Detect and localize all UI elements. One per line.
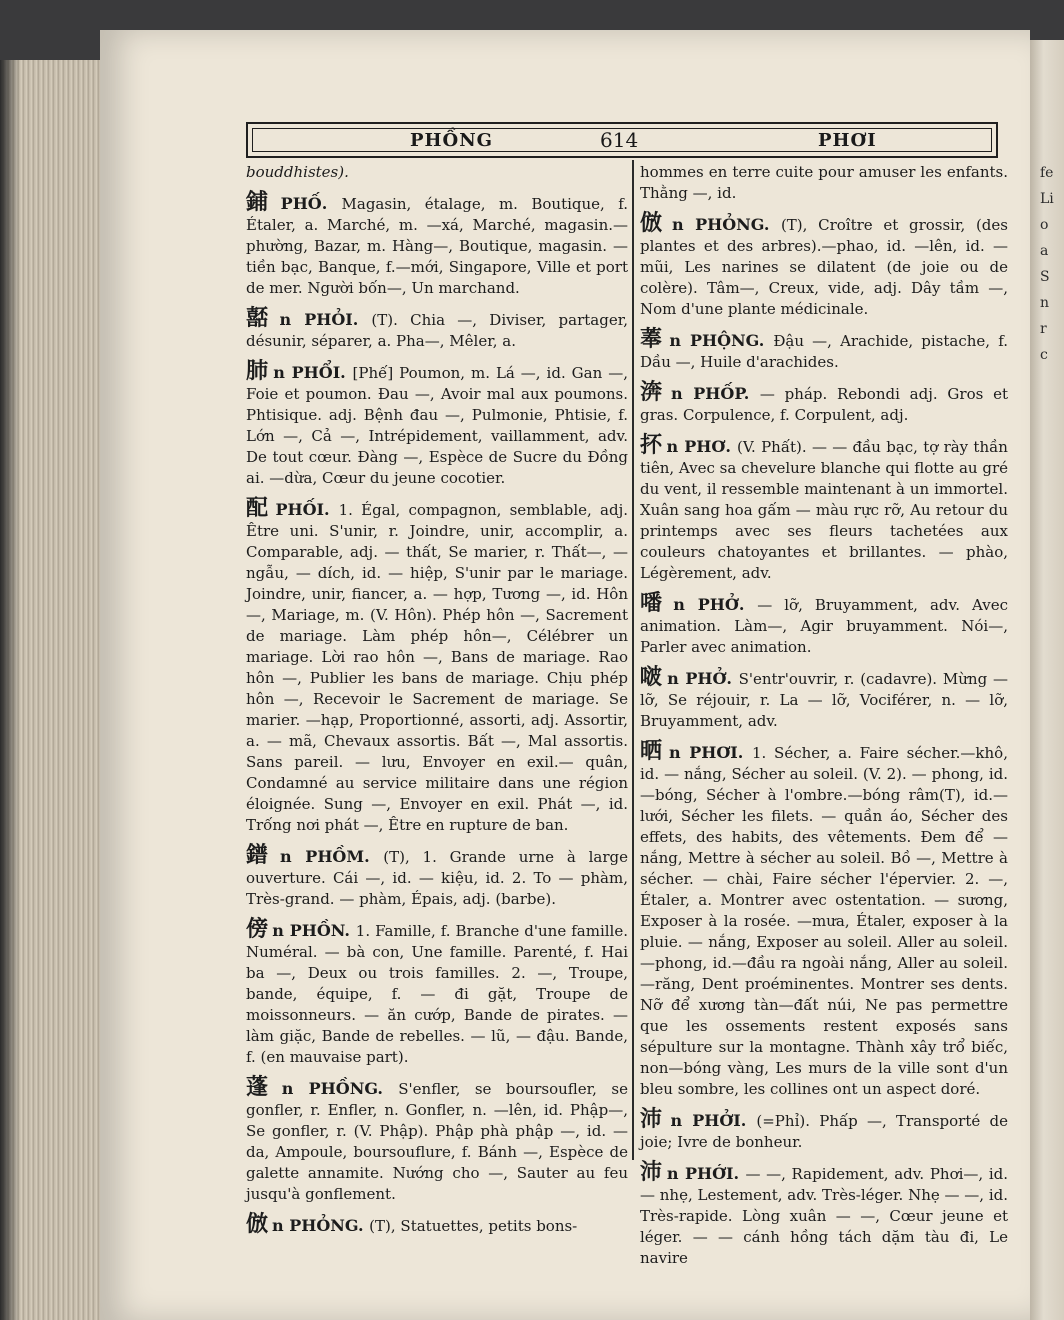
- chinese-character: 配: [246, 495, 272, 521]
- entry-headword: n PHỎI.: [279, 310, 372, 329]
- dictionary-entry: [640, 1106, 1008, 1153]
- dictionary-entry: [246, 358, 628, 489]
- entry-headword: PHỐI.: [275, 500, 339, 519]
- dictionary-entry: [640, 664, 1008, 732]
- dictionary-entry: [640, 590, 1008, 658]
- book-gutter-shadow: [0, 60, 20, 1320]
- chinese-character: 晒: [640, 738, 666, 764]
- entry-definition: Đậu —, Arachide, pistache, f. Dầu —, Huile d'arachides.: [640, 332, 1008, 371]
- fragment-line: c: [1040, 347, 1048, 363]
- entry-definition: (=Phỉ). Phấp —, Transporté de joie; Ivre de bonheur.: [640, 1112, 1008, 1151]
- entry-definition: 1. Famille, f. Branche d'une famille. Numéral. — bà con, Une famille. Parenté, f. Hai ba —, Deux ou trois familles. 2. —, Troupe, bande, équipe, f. — đi gặt, Troupe de moissonneurs. — ăn cướp, Bande de pirates. — làm giặc, Bande de rebelles. — lũ, — đậu. Bande, f. (en mauvaise part).: [246, 922, 628, 1066]
- entry-definition: (T). Chia —, Diviser, partager, désunir, séparer, a. Pha—, Mêler, a.: [246, 311, 628, 350]
- page-header: [246, 122, 998, 158]
- entry-definition: Magasin, étalage, m. Boutique, f. Étaler, a. Marché, m. —xá, Marché, magasin.— phường, Bazar, m. Hàng—, Boutique, magasin. —tiền bạc, Banque, f.—mới, Singapore, Ville et port de mer. Người bốn—, Un marchand.: [246, 195, 628, 297]
- chinese-character: 倣: [246, 1211, 269, 1237]
- fragment-line: n: [1040, 295, 1050, 311]
- chinese-character: 噃: [640, 590, 670, 616]
- header-left-guide-word: PHỒNG: [410, 130, 494, 151]
- right-column: [640, 162, 1008, 1278]
- dictionary-entry: [640, 1159, 1008, 1269]
- fragment-line: S: [1040, 269, 1050, 285]
- dictionary-entry: [246, 1074, 628, 1205]
- chinese-character: 抔: [640, 432, 663, 458]
- chinese-character: 沛: [640, 1159, 663, 1185]
- next-page-fragment: [1040, 160, 1062, 368]
- chinese-character: 傍: [246, 916, 269, 942]
- dictionary-entry: [246, 162, 628, 183]
- entry-definition: 1. Sécher, a. Faire sécher.—khô, id. — nắng, Sécher au soleil. (V. 2). — phong, id. —bóng, Sécher à l'ombre.—bóng râm(T), id.—lưới, Sécher les filets. — quần áo, Sécher des effets, des habits, des vêtements. Đem để — nắng, Mettre à sécher au soleil. Bồ —, Mettre à sécher. — chài, Faire sécher l'épervier. 2. —, Étaler, a. Montrer avec ostentation. — sương, Exposer à la rosée. —mưa, Étaler, exposer à la pluie. — nắng, Exposer au soleil. Aller au soleil.—phong, id.—đầu ra ngoài nắng, Aller au soleil.—răng, Dent proéminentes. Montrer ses dents. Nỡ để xương tàn—đất núi, Ne pas permettre que les ossements restent exposés sans sépulture sur la montagne. Thành xây trổ biếc, non—bóng vàng, Les murs de la ville sont d'un bleu sombre, les collines ont un aspect doré.: [640, 744, 1008, 1098]
- dictionary-entry: [246, 842, 628, 910]
- header-right-guide-word: PHƠI: [818, 130, 877, 151]
- chinese-character: 菶: [640, 326, 666, 352]
- entry-headword: n PHỎNG.: [671, 215, 781, 234]
- entry-headword: n PHỎNG.: [272, 1216, 370, 1235]
- column-divider: [632, 160, 634, 1160]
- dictionary-entry: [246, 916, 628, 1068]
- chinese-character: 蓬: [246, 1074, 278, 1100]
- fragment-line: fe: [1040, 165, 1054, 181]
- entry-headword: n PHƠI.: [669, 743, 752, 762]
- chinese-character: 沛: [640, 1106, 667, 1132]
- dictionary-entry: [640, 432, 1008, 584]
- dictionary-entry: [246, 189, 628, 299]
- page-number: 614: [600, 128, 639, 152]
- entry-definition: (T), Statuettes, petits bons-: [369, 1217, 578, 1235]
- entry-headword: n PHỒM.: [280, 847, 384, 866]
- entry-definition: [Phế] Poumon, m. Lá —, id. Gan —, Foie et poumon. Đau —, Avoir mal aux poumons. Phtisique. adj. Bệnh đau —, Pulmonie, Phtisie, f. Lớn —, Cả —, Intrépidement, vaillamment, adv. De tout cœur. Đàng —, Espèce de Sucre du Đồng ai. —dừa, Cœur du jeune cocotier.: [246, 364, 628, 487]
- dictionary-entry: [246, 495, 628, 836]
- dictionary-entry: [640, 210, 1008, 320]
- chinese-character: 鋪: [246, 189, 277, 215]
- entry-definition: — —, Rapidement, adv. Phơi—, id. — nhẹ, Lestement, adv. Très-léger. Nhẹ — —, id. Très-rapide. Lòng xuân — —, Cœur jeune et léger. — — cánh hồng tách dặm tàu đi, Le navire: [640, 1165, 1008, 1267]
- chinese-character: 鐠: [246, 842, 277, 868]
- entry-definition: (T), Croître et grossir, (des plantes et des arbres).—phao, id. —lên, id. —mũi, Les narines se dilatent (de joie ou de colère). Tâm—, Creux, vide, adj. Dây tầm —, Nom d'une plante médicinale.: [640, 216, 1008, 318]
- dictionary-entry: [246, 1211, 628, 1237]
- entry-headword: n PHỞ.: [673, 595, 758, 614]
- entry-definition: hommes en terre cuite pour amuser les enfants. Thằng —, id.: [640, 163, 1008, 202]
- fragment-line: o: [1040, 217, 1049, 233]
- entry-definition: bouddhistes).: [246, 163, 349, 181]
- dictionary-entry: [246, 305, 628, 352]
- entry-headword: n PHỘNG.: [669, 331, 774, 350]
- chinese-character: 肺: [246, 358, 270, 384]
- entry-headword: n PHƠ.: [666, 437, 737, 456]
- dictionary-entry: [640, 738, 1008, 1100]
- entry-definition: S'entr'ouvrir, r. (cadavre). Mừng — lỡ, Se réjouir, r. La — lỡ, Vociférer, n. — lỡ, Bruyamment, adv.: [640, 670, 1008, 730]
- entry-definition: — lỡ, Bruyamment, adv. Avec animation. Làm—, Agir bruyamment. Nói—, Parler avec animation.: [640, 596, 1008, 656]
- entry-definition: (V. Phất). — — đầu bạc, tợ rày thần tiên, Avec sa chevelure blanche qui flotte au gré du vent, il ressemble maintenant à un immortel. Xuân sang hoa gấm — màu rực rỡ, Au retour du printemps avec ses fleurs tachetées aux couleurs chatoyantes et brillantes. — phào, Légèrement, adv.: [640, 438, 1008, 582]
- entry-definition: 1. Égal, compagnon, semblable, adj. Être uni. S'unir, r. Joindre, unir, accomplir, a. Comparable, adj. — thất, Se marier, r. Thất—, —ngẫu, — dích, id. — hiệp, S'unir par le mariage. Joindre, unir, fiancer, a. — hợp, Tương —, id. Hôn —, Mariage, m. (V. Hôn). Phép hôn —, Sacrement de mariage. Làm phép hôn—, Célébrer un mariage. Lời rao hôn —, Bans de mariage. Rao hôn —, Publier les bans de mariage. Chịu phép hôn —, Recevoir le Sacrement de mariage. Se marier. —hạp, Proportionné, assorti, adj. Assortir, a. — mã, Chevaux assortis. Bất —, Mal assortis. Sans pareil. — lưu, Envoyer en exil.— quân, Condamné au service militaire dans une région éloignée. Sung —, Envoyer en exil. Phát —, id. Trống nơi phát —, Être en rupture de ban.: [246, 501, 628, 834]
- entry-definition: S'enfler, se boursoufler, se gonfler, r. Enfler, n. Gonfler, n. —lên, id. Phập—, Se gonfler, r. (V. Phập). Phập phà phập —, id. — da, Ampoule, boursouflure, f. Bánh —, Espèce de galette annamite. Nướng cho —, Sauter au feu jusqu'à gonflement.: [246, 1080, 628, 1203]
- entry-headword: n PHỒNG.: [281, 1079, 399, 1098]
- chinese-character: 嚭: [246, 305, 276, 331]
- entry-headword: n PHỚI.: [666, 1164, 746, 1183]
- fragment-line: Li: [1040, 191, 1054, 207]
- chinese-character: 渀: [640, 379, 668, 405]
- chinese-character: 倣: [640, 210, 668, 236]
- entry-headword: n PHỐP.: [671, 384, 760, 403]
- dictionary-entry: [640, 162, 1008, 204]
- entry-definition: (T), 1. Grande urne à large ouverture. Cái —, id. — kiệu, id. 2. To — phàm, Très-grand. — phàm, Épais, adj. (barbe).: [246, 848, 628, 908]
- entry-headword: PHỐ.: [280, 194, 342, 213]
- left-column: [246, 162, 628, 1246]
- entry-headword: n PHỞ.: [667, 669, 739, 688]
- fragment-line: a: [1040, 243, 1049, 259]
- entry-definition: — pháp. Rebondi adj. Gros et gras. Corpulence, f. Corpulent, adj.: [640, 385, 1009, 424]
- fragment-line: r: [1040, 321, 1047, 337]
- entry-headword: n PHỞI.: [670, 1111, 757, 1130]
- entry-headword: n PHỔI.: [273, 363, 353, 382]
- chinese-character: 啵: [640, 664, 664, 690]
- dictionary-entry: [640, 326, 1008, 373]
- dictionary-entry: [640, 379, 1009, 426]
- entry-headword: n PHỒN.: [272, 921, 356, 940]
